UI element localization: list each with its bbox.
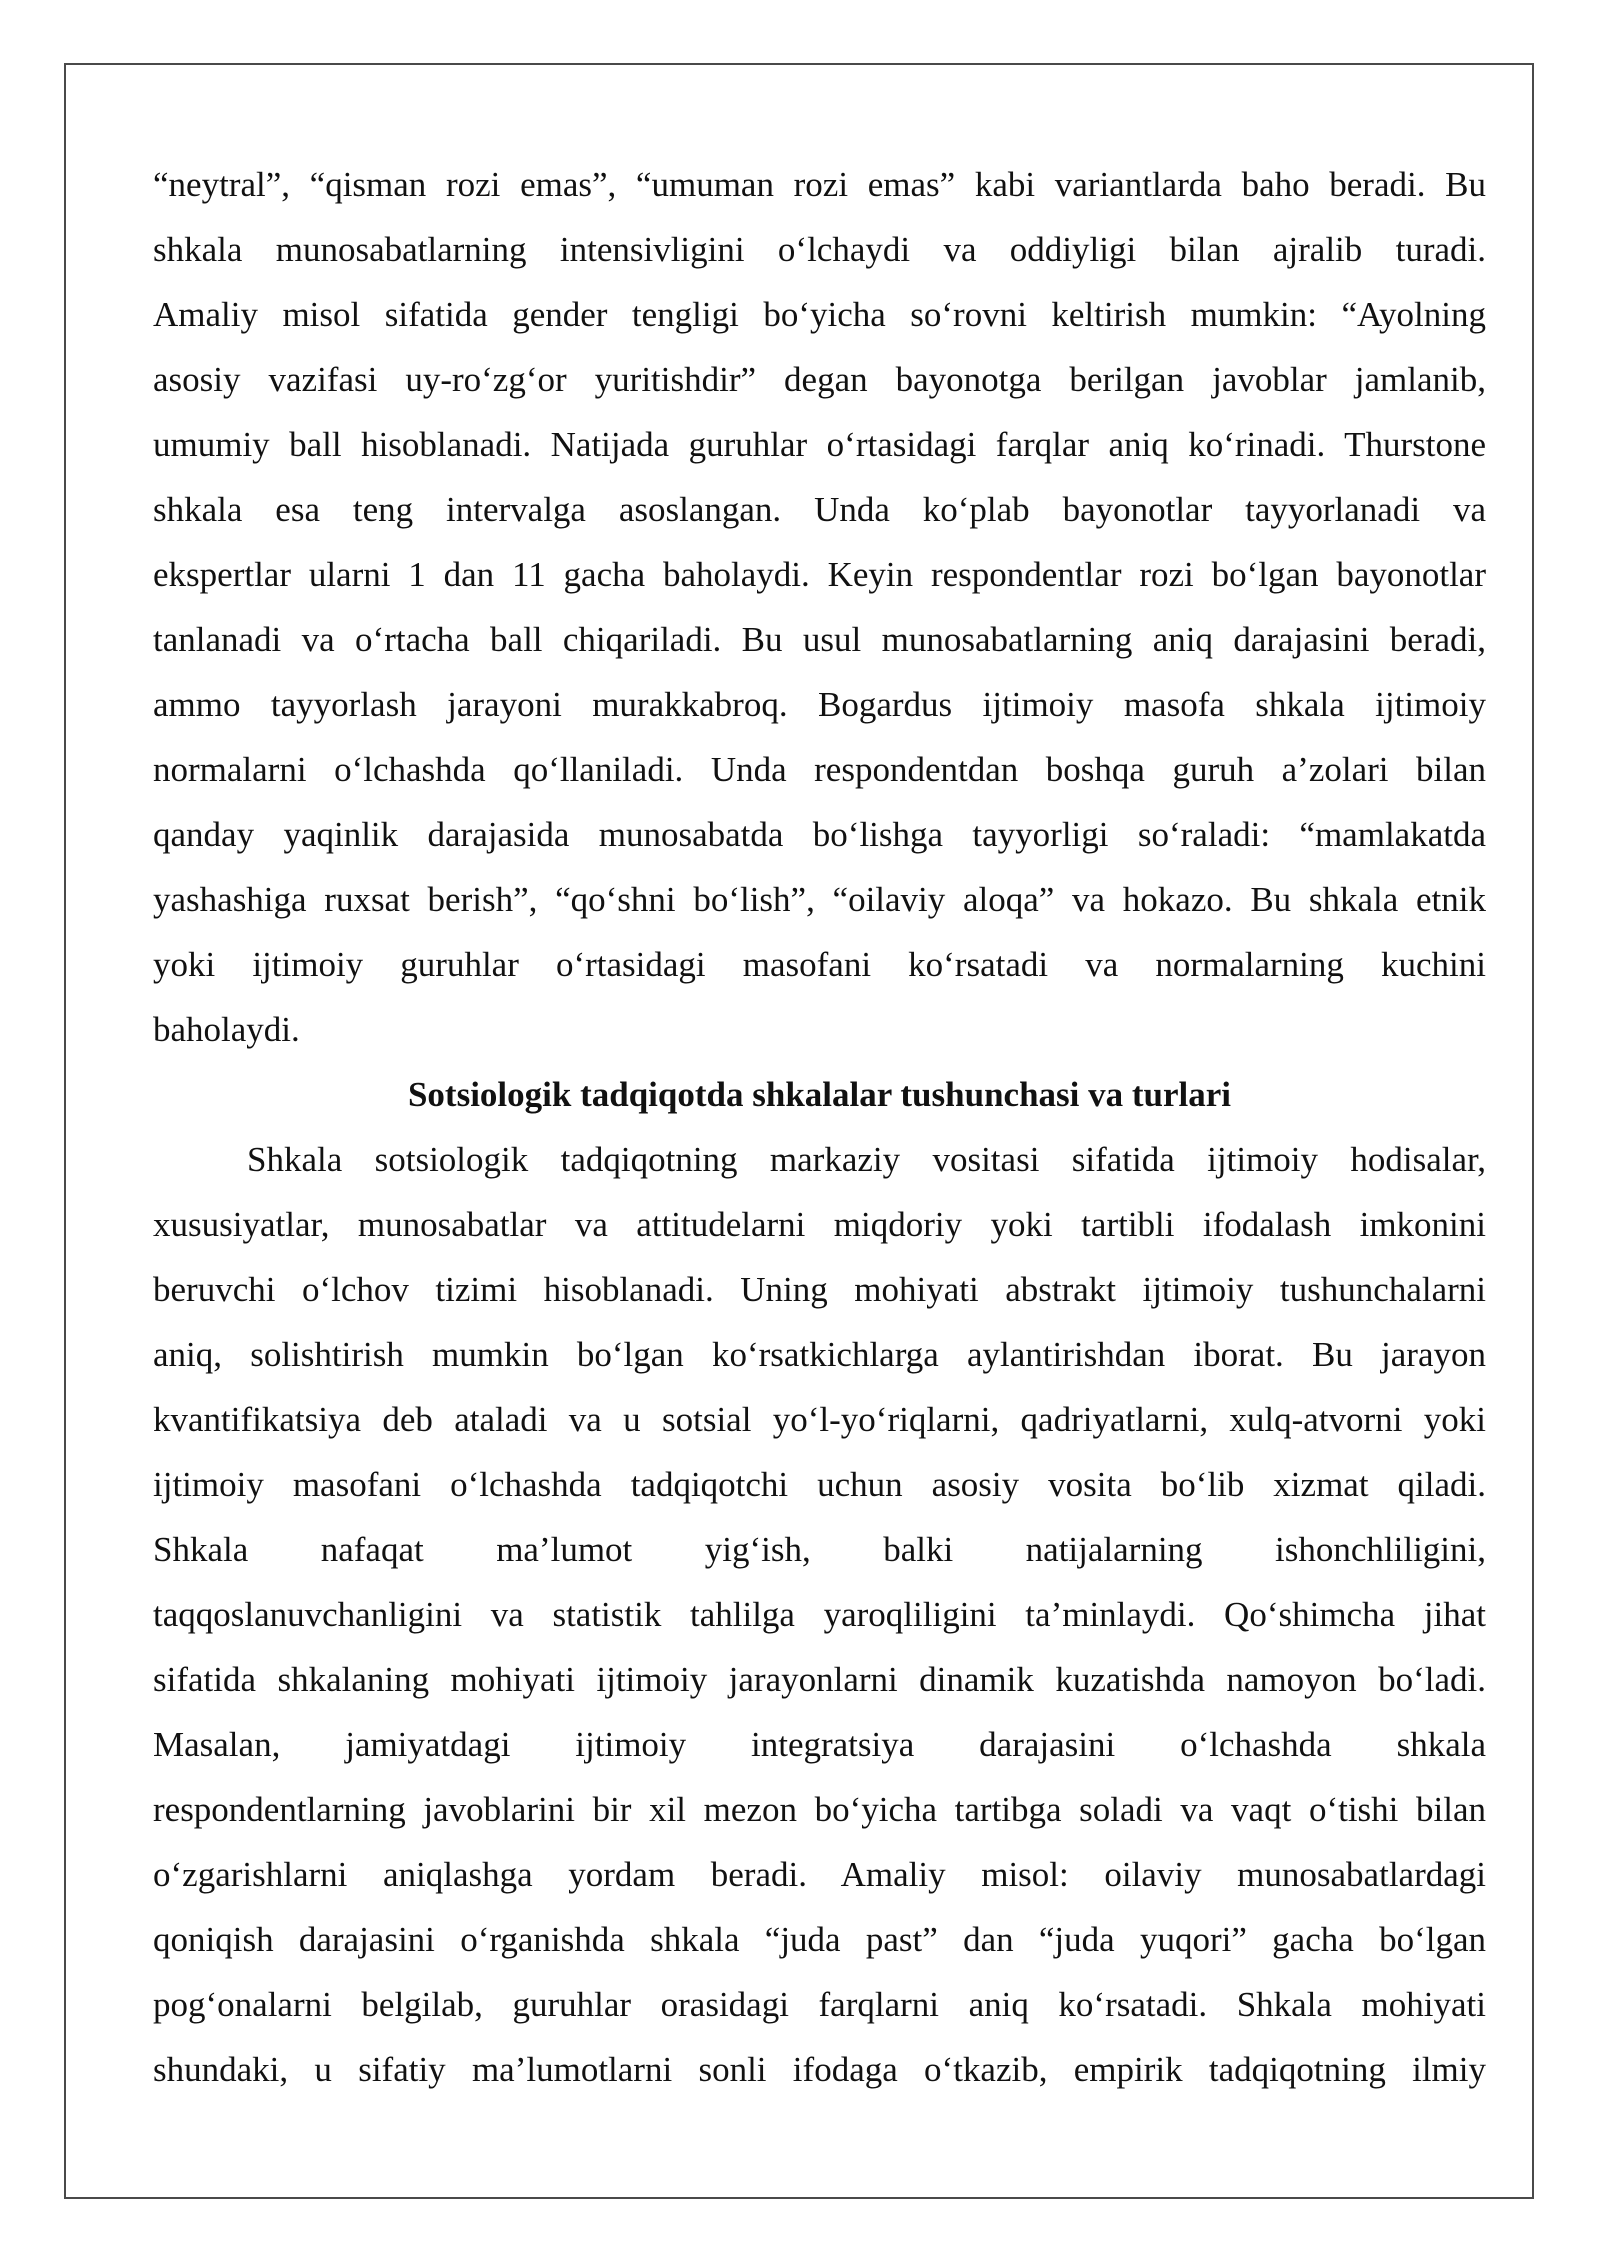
- text-line: aniq, solishtirish mumkin bo‘lgan ko‘rsatkichlarga aylantirishdan iborat. Bu jarayon: [153, 1335, 1486, 1374]
- text-line: shkala munosabatlarning intensivligini o‘lchaydi va oddiyligi bilan ajralib turadi.: [153, 230, 1486, 269]
- text-line: baholaydi.: [153, 1010, 300, 1049]
- text-line: shkala esa teng intervalga asoslangan. Unda ko‘plab bayonotlar tayyorlanadi va: [153, 490, 1486, 529]
- text-line: Amaliy misol sifatida gender tengligi bo‘yicha so‘rovni keltirish mumkin: “Ayolning: [153, 295, 1486, 334]
- text-line: qoniqish darajasini o‘rganishda shkala “juda past” dan “juda yuqori” gacha bo‘lgan: [153, 1920, 1486, 1959]
- text-line: xususiyatlar, munosabatlar va attitudelarni miqdoriy yoki tartibli ifodalash imkonini: [153, 1205, 1486, 1244]
- text-line: ekspertlar ularni 1 dan 11 gacha baholaydi. Keyin respondentlar rozi bo‘lgan bayonotlar: [153, 555, 1486, 594]
- text-line: yashashiga ruxsat berish”, “qo‘shni bo‘lish”, “oilaviy aloqa” va hokazo. Bu shkala etnik: [153, 880, 1486, 919]
- text-line: ijtimoiy masofani o‘lchashda tadqiqotchi uchun asosiy vosita bo‘lib xizmat qiladi.: [153, 1465, 1486, 1504]
- text-line: Masalan, jamiyatdagi ijtimoiy integratsiya darajasini o‘lchashda shkala: [153, 1725, 1486, 1764]
- text-line: “neytral”, “qisman rozi emas”, “umuman rozi emas” kabi variantlarda baho beradi. Bu: [153, 165, 1486, 204]
- text-line: qanday yaqinlik darajasida munosabatda bo‘lishga tayyorligi so‘raladi: “mamlakatda: [153, 815, 1486, 854]
- text-line: shundaki, u sifatiy ma’lumotlarni sonli ifodaga o‘tkazib, empirik tadqiqotning ilmiy: [153, 2050, 1486, 2089]
- text-line: taqqoslanuvchanligini va statistik tahlilga yaroqliligini ta’minlaydi. Qo‘shimcha jihat: [153, 1595, 1486, 1634]
- paragraph-2: [153, 1127, 1486, 2102]
- section-heading: Sotsiologik tadqiqotda shkalalar tushunchasi va turlari: [407, 1075, 1232, 1114]
- text-line: umumiy ball hisoblanadi. Natijada guruhlar o‘rtasidagi farqlar aniq ko‘rinadi. Thurstone: [153, 425, 1486, 464]
- text-line: normalarni o‘lchashda qo‘llaniladi. Unda respondentdan boshqa guruh a’zolari bilan: [153, 750, 1486, 789]
- text-line: kvantifikatsiya deb ataladi va u sotsial yo‘l-yo‘riqlarni, qadriyatlarni, xulq-atvorni yoki: [153, 1400, 1486, 1439]
- text-line: ammo tayyorlash jarayoni murakkabroq. Bogardus ijtimoiy masofa shkala ijtimoiy: [153, 685, 1486, 724]
- text-line: tanlanadi va o‘rtacha ball chiqariladi. Bu usul munosabatlarning aniq darajasini beradi,: [153, 620, 1486, 659]
- text-line: sifatida shkalaning mohiyati ijtimoiy jarayonlarni dinamik kuzatishda namoyon bo‘ladi.: [153, 1660, 1486, 1699]
- text-line: o‘zgarishlarni aniqlashga yordam beradi. Amaliy misol: oilaviy munosabatlardagi: [153, 1855, 1486, 1894]
- text-line: respondentlarning javoblarini bir xil mezon bo‘yicha tartibga soladi va vaqt o‘tishi bilan: [153, 1790, 1486, 1829]
- text-line: yoki ijtimoiy guruhlar o‘rtasidagi masofani ko‘rsatadi va normalarning kuchini: [153, 945, 1486, 984]
- text-line: Shkala sotsiologik tadqiqotning markaziy vositasi sifatida ijtimoiy hodisalar,: [247, 1140, 1486, 1179]
- text-line: beruvchi o‘lchov tizimi hisoblanadi. Uning mohiyati abstrakt ijtimoiy tushunchalarni: [153, 1270, 1486, 1309]
- paragraph-1: [153, 152, 1486, 1062]
- text-line: Shkala nafaqat ma’lumot yig‘ish, balki natijalarning ishonchliligini,: [153, 1530, 1486, 1569]
- document-body: [153, 152, 1486, 2102]
- text-line: asosiy vazifasi uy-ro‘zg‘or yuritishdir” degan bayonotga berilgan javoblar jamlanib,: [153, 360, 1486, 399]
- text-line: pog‘onalarni belgilab, guruhlar orasidagi farqlarni aniq ko‘rsatadi. Shkala mohiyati: [153, 1985, 1486, 2024]
